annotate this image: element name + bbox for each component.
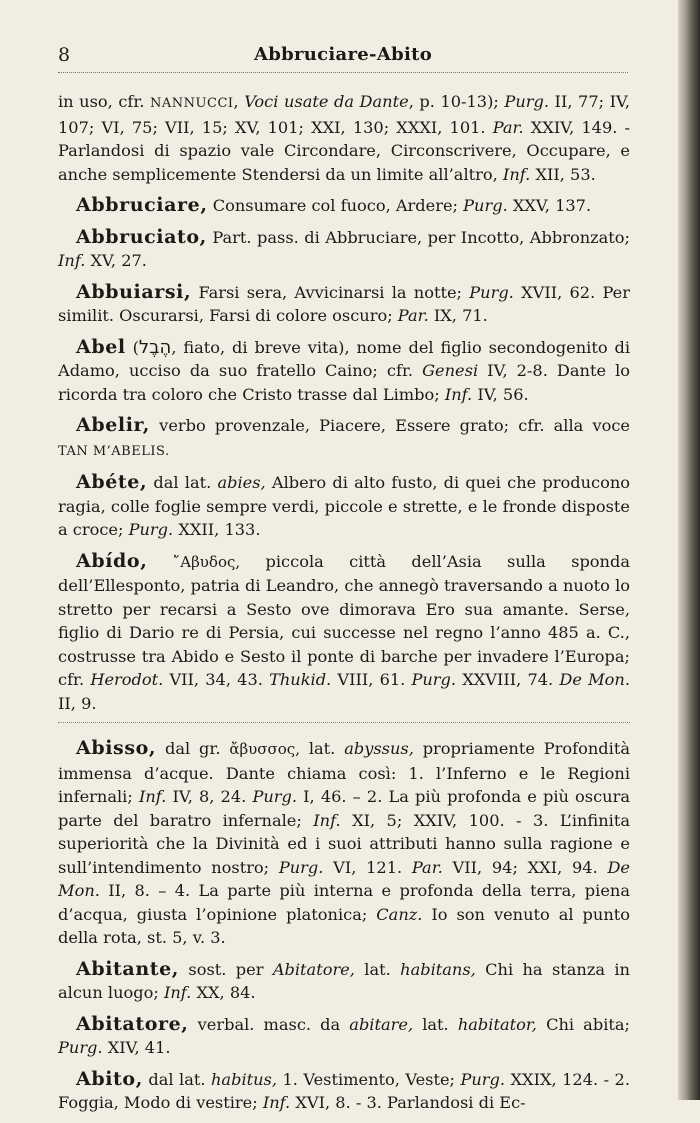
entry-abitante: Abitante, sost. per Abitatore, lat. habitans, Chi ha stanza in alcun luogo; Inf. XX, 84. — [58, 957, 630, 1002]
continued-entry-text: in uso, cfr. NANNUCCI, Voci usate da Dante, p. 10-13); Purg. II, 77; IV, 107; VI, 75; VII, 15; XV, 101; XXI, 130; XXXI, 101. Par. XXIV, 149. - Parlandosi di spazio vale Circondare, Circonscrivere, Occupare, e anche semplicemente Stendersi da un limite all’altro, Inf. XII, 53. — [58, 92, 631, 184]
greek-word: ἄβυσσος, — [229, 740, 300, 758]
headword: Abito, — [76, 1067, 143, 1090]
entry-abelir: Abelir, verbo provenzale, Piacere, Essere grato; cfr. alla voce TAN M’ABELIS. — [58, 414, 630, 459]
headword: Abisso, — [76, 737, 157, 759]
entry-abido: Abído, ῎Αβυδος, piccola città dell’Asia sulla sponda dell’Ellesponto, patria di Leandro, che annegò traversando a nuoto lo stretto per recarsi a Sesto ove dimorava Ero sua amante. Serse, figlio di Dario re di Persia, cui successe nel regno l’anno 485 a. C., costrusse tra Abido e Sesto il ponte di barche per invadere l’Europa; cfr. Herodot. VII, 34, 43. Thukid. VIII, 61. Purg. XXVIII, 74. De Mon. II, 9. — [58, 550, 630, 724]
hebrew-word: הֶבֶל — [138, 336, 172, 358]
headword: Abelir, — [76, 414, 150, 436]
entry-abisso: Abisso, dal gr. ἄβυσσος, lat. abyssus, propriamente Profondità immensa d’acque. Dante chiama così: 1. l’Inferno e le Regioni infernali; Inf. IV, 8, 24. Purg. I, 46. – 2. La più profonda e più oscura parte del baratro infernale; Inf. XI, 5; XXIV, 100. - 3. L’infinita superiorità che la Divinità ed i suoi attributi hanno sulla ragione e sull’intendimento nostro; Purg. VI, 121. Par. VII, 94; XXI, 94. De Mon. II, 8. – 4. La parte più interna e profonda della terra, piena d’acqua, giusta l’opinione platonica; Canz. Io son venuto al punto della rota, st. 5, v. 3. — [58, 737, 631, 947]
entry-abbruciato: Abbruciato, Part. pass. di Abbruciare, per Incotto, Abbronzato; Inf. XV, 27. — [58, 225, 630, 270]
entry-abbruciare: Abbruciare, Consumare col fuoco, Ardere; Purg. XXV, 137. — [76, 194, 592, 216]
dictionary-text — [58, 90, 630, 1123]
running-head: Abbruciare-Abito — [253, 44, 433, 65]
headword: Abbuiarsi, — [76, 280, 192, 303]
page-number: 8 — [58, 44, 71, 66]
entry-abete: Abéte, dal lat. abies, Albero di alto fusto, di quei che producono ragia, colle foglie sempre verdi, piccole e strette, e le fronde disposte a croce; Purg. XXII, 133. — [58, 471, 631, 539]
headword: Abel — [76, 335, 126, 358]
headword: Abbruciato, — [76, 225, 207, 248]
headword: Abído, — [76, 549, 148, 572]
entry-abito: Abito, dal lat. habitus, 1. Vestimento, Veste; Purg. XXIX, 124. - 2. Foggia, Modo di vestire; Inf. XVI, 8. - 3. Parlandosi di Ec- — [58, 1067, 630, 1112]
headword: Abéte, — [76, 471, 148, 493]
headword: Abbruciare, — [76, 194, 208, 216]
entry-abitatore: Abitatore, verbal. masc. da abitare, lat. habitator, Chi abita; Purg. XIV, 41. — [58, 1012, 630, 1057]
work-title: Voci usate da Dante — [244, 92, 409, 111]
author-name: NANNUCCI — [150, 96, 234, 111]
header-rule — [58, 72, 628, 73]
headword: Abitante, — [76, 957, 180, 980]
greek-word: ῎Αβυδος, — [172, 552, 241, 571]
headword: Abitatore, — [76, 1012, 189, 1035]
cross-reference: TAN M’ABELIS. — [58, 443, 170, 459]
entry-abbuiarsi: Abbuiarsi, Farsi sera, Avvicinarsi la notte; Purg. XVII, 62. Per similit. Oscurarsi, Farsi di colore oscuro; Par. IX, 71. — [58, 280, 630, 325]
entry-abel: Abel (הֶבֶל, fiato, di breve vita), nome del figlio secondogenito di Adamo, ucciso da suo fratello Caino; cfr. Genesi IV, 2-8. Dante lo ricorda tra coloro che Cristo trasse dal Limbo; Inf. IV, 56. — [58, 335, 630, 404]
page-header — [58, 44, 628, 70]
page-edge-shadow — [678, 0, 700, 1100]
